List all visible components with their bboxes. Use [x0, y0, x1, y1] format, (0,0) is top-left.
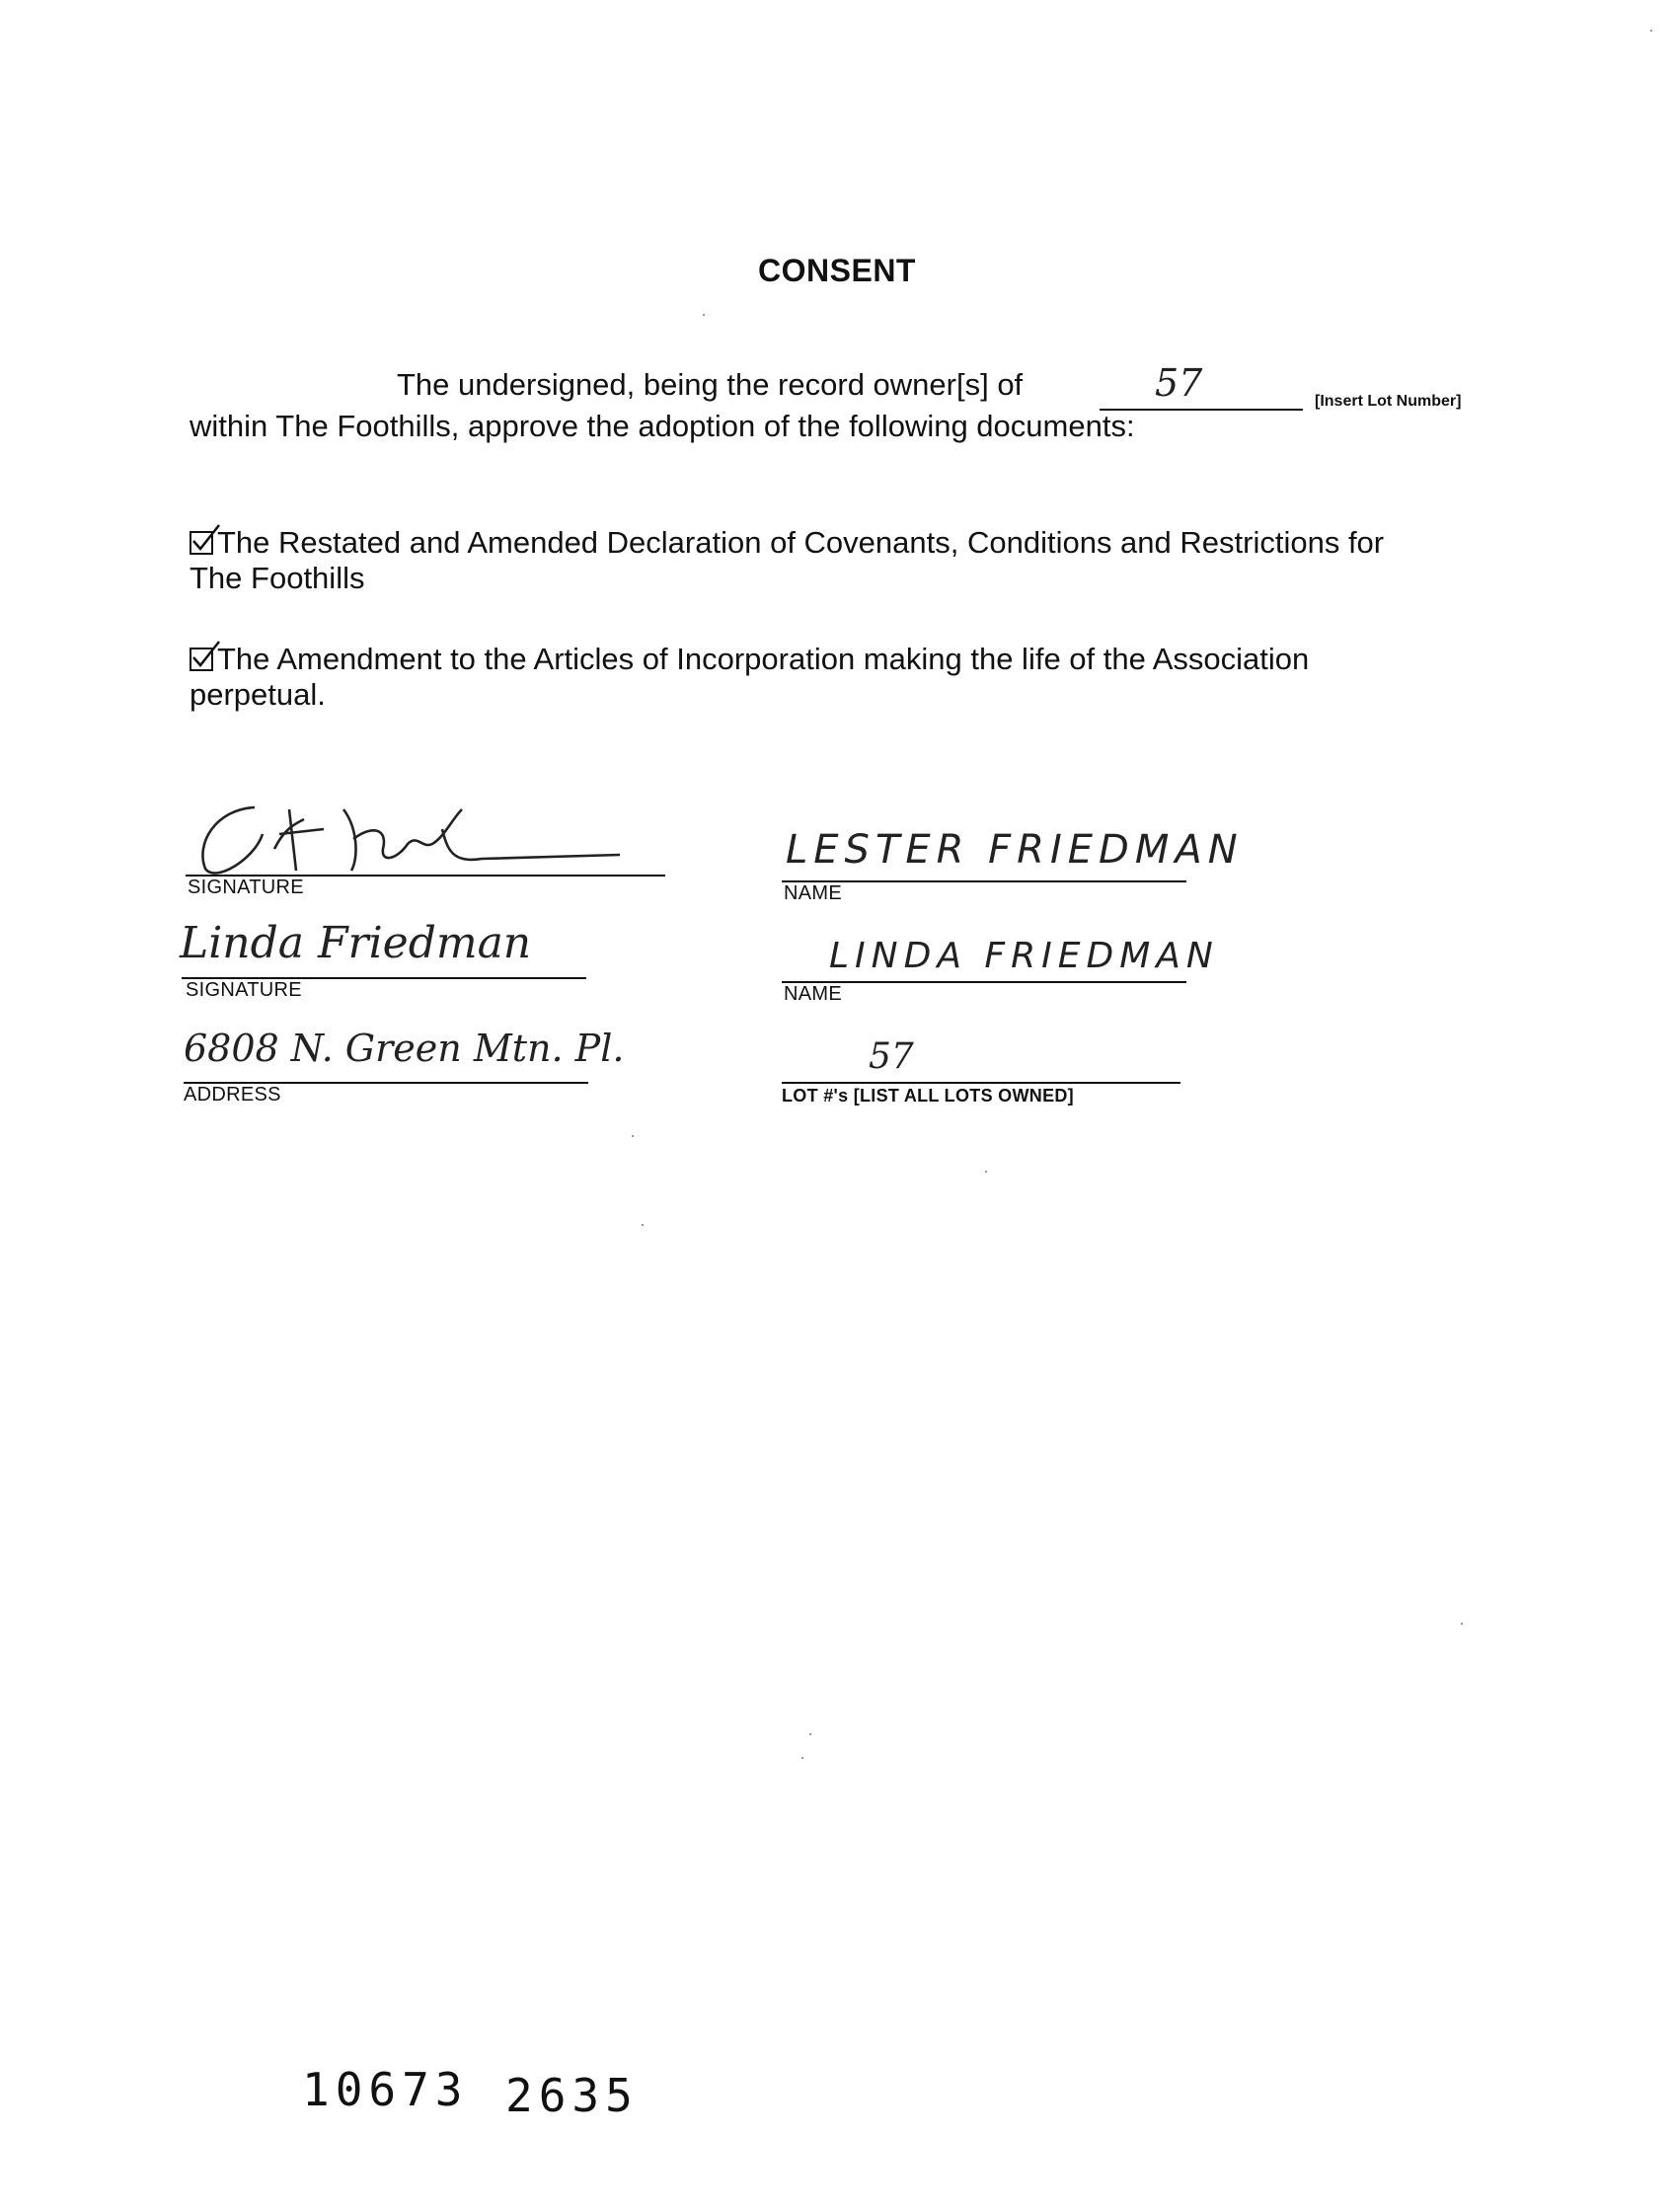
intro-line-2: within The Foothills, approve the adoption of the following documents: [190, 409, 1135, 443]
intro-line-1 [397, 367, 1023, 403]
name-2-value[interactable]: LINDA FRIEDMAN [829, 936, 1219, 976]
amendment-text-2: perpetual. [190, 677, 326, 712]
name-1-label: NAME [784, 882, 842, 904]
scan-speck [632, 1135, 634, 1137]
handwritten-signature-icon [186, 790, 679, 880]
address-value[interactable]: 6808 N. Green Mtn. Pl. [184, 1027, 625, 1070]
lots-label: LOT #'s [LIST ALL LOTS OWNED] [782, 1086, 1074, 1106]
declaration-text-2: The Foothills [190, 561, 365, 595]
scan-speck [703, 314, 705, 316]
signature-1-label: SIGNATURE [188, 877, 304, 898]
check-mark-icon [190, 521, 223, 555]
declaration-text-1: The Restated and Amended Declaration of Covenants, Conditions and Restrictions for [217, 525, 1385, 560]
check-mark-icon [190, 638, 223, 671]
signature-2-label: SIGNATURE [186, 979, 302, 1001]
scan-speck [642, 1224, 644, 1226]
recording-number-1: 10673 [302, 2063, 469, 2116]
name-2-label: NAME [784, 983, 842, 1005]
name-1-line [782, 880, 1186, 882]
amendment-checkbox[interactable] [190, 648, 213, 671]
intro-prefix: The undersigned, being the record owner[s] of [397, 367, 1024, 402]
lot-number-value[interactable]: 57 [1155, 361, 1203, 405]
consent-item-amendment [190, 642, 1492, 713]
scan-speck [1461, 1623, 1463, 1625]
scan-speck [985, 1171, 987, 1173]
scan-speck [801, 1757, 803, 1759]
lots-line [782, 1082, 1180, 1084]
recording-number-2: 2635 [505, 2069, 639, 2122]
name-2-line [782, 981, 1186, 983]
address-label: ADDRESS [184, 1084, 281, 1106]
document-title: CONSENT [758, 253, 916, 288]
name-1-value[interactable]: LESTER FRIEDMAN [786, 827, 1244, 873]
declaration-checkbox[interactable] [190, 531, 213, 555]
signature-1-image[interactable] [186, 790, 679, 880]
scan-speck [1650, 30, 1652, 32]
lot-number-hint: [Insert Lot Number] [1315, 393, 1462, 410]
scan-speck [809, 1733, 811, 1735]
lots-value[interactable]: 57 [869, 1036, 914, 1077]
consent-item-declaration [190, 525, 1492, 596]
signature-2-image[interactable]: Linda Friedman [180, 918, 532, 968]
amendment-text-1: The Amendment to the Articles of Incorporation making the life of the Association [217, 642, 1310, 676]
